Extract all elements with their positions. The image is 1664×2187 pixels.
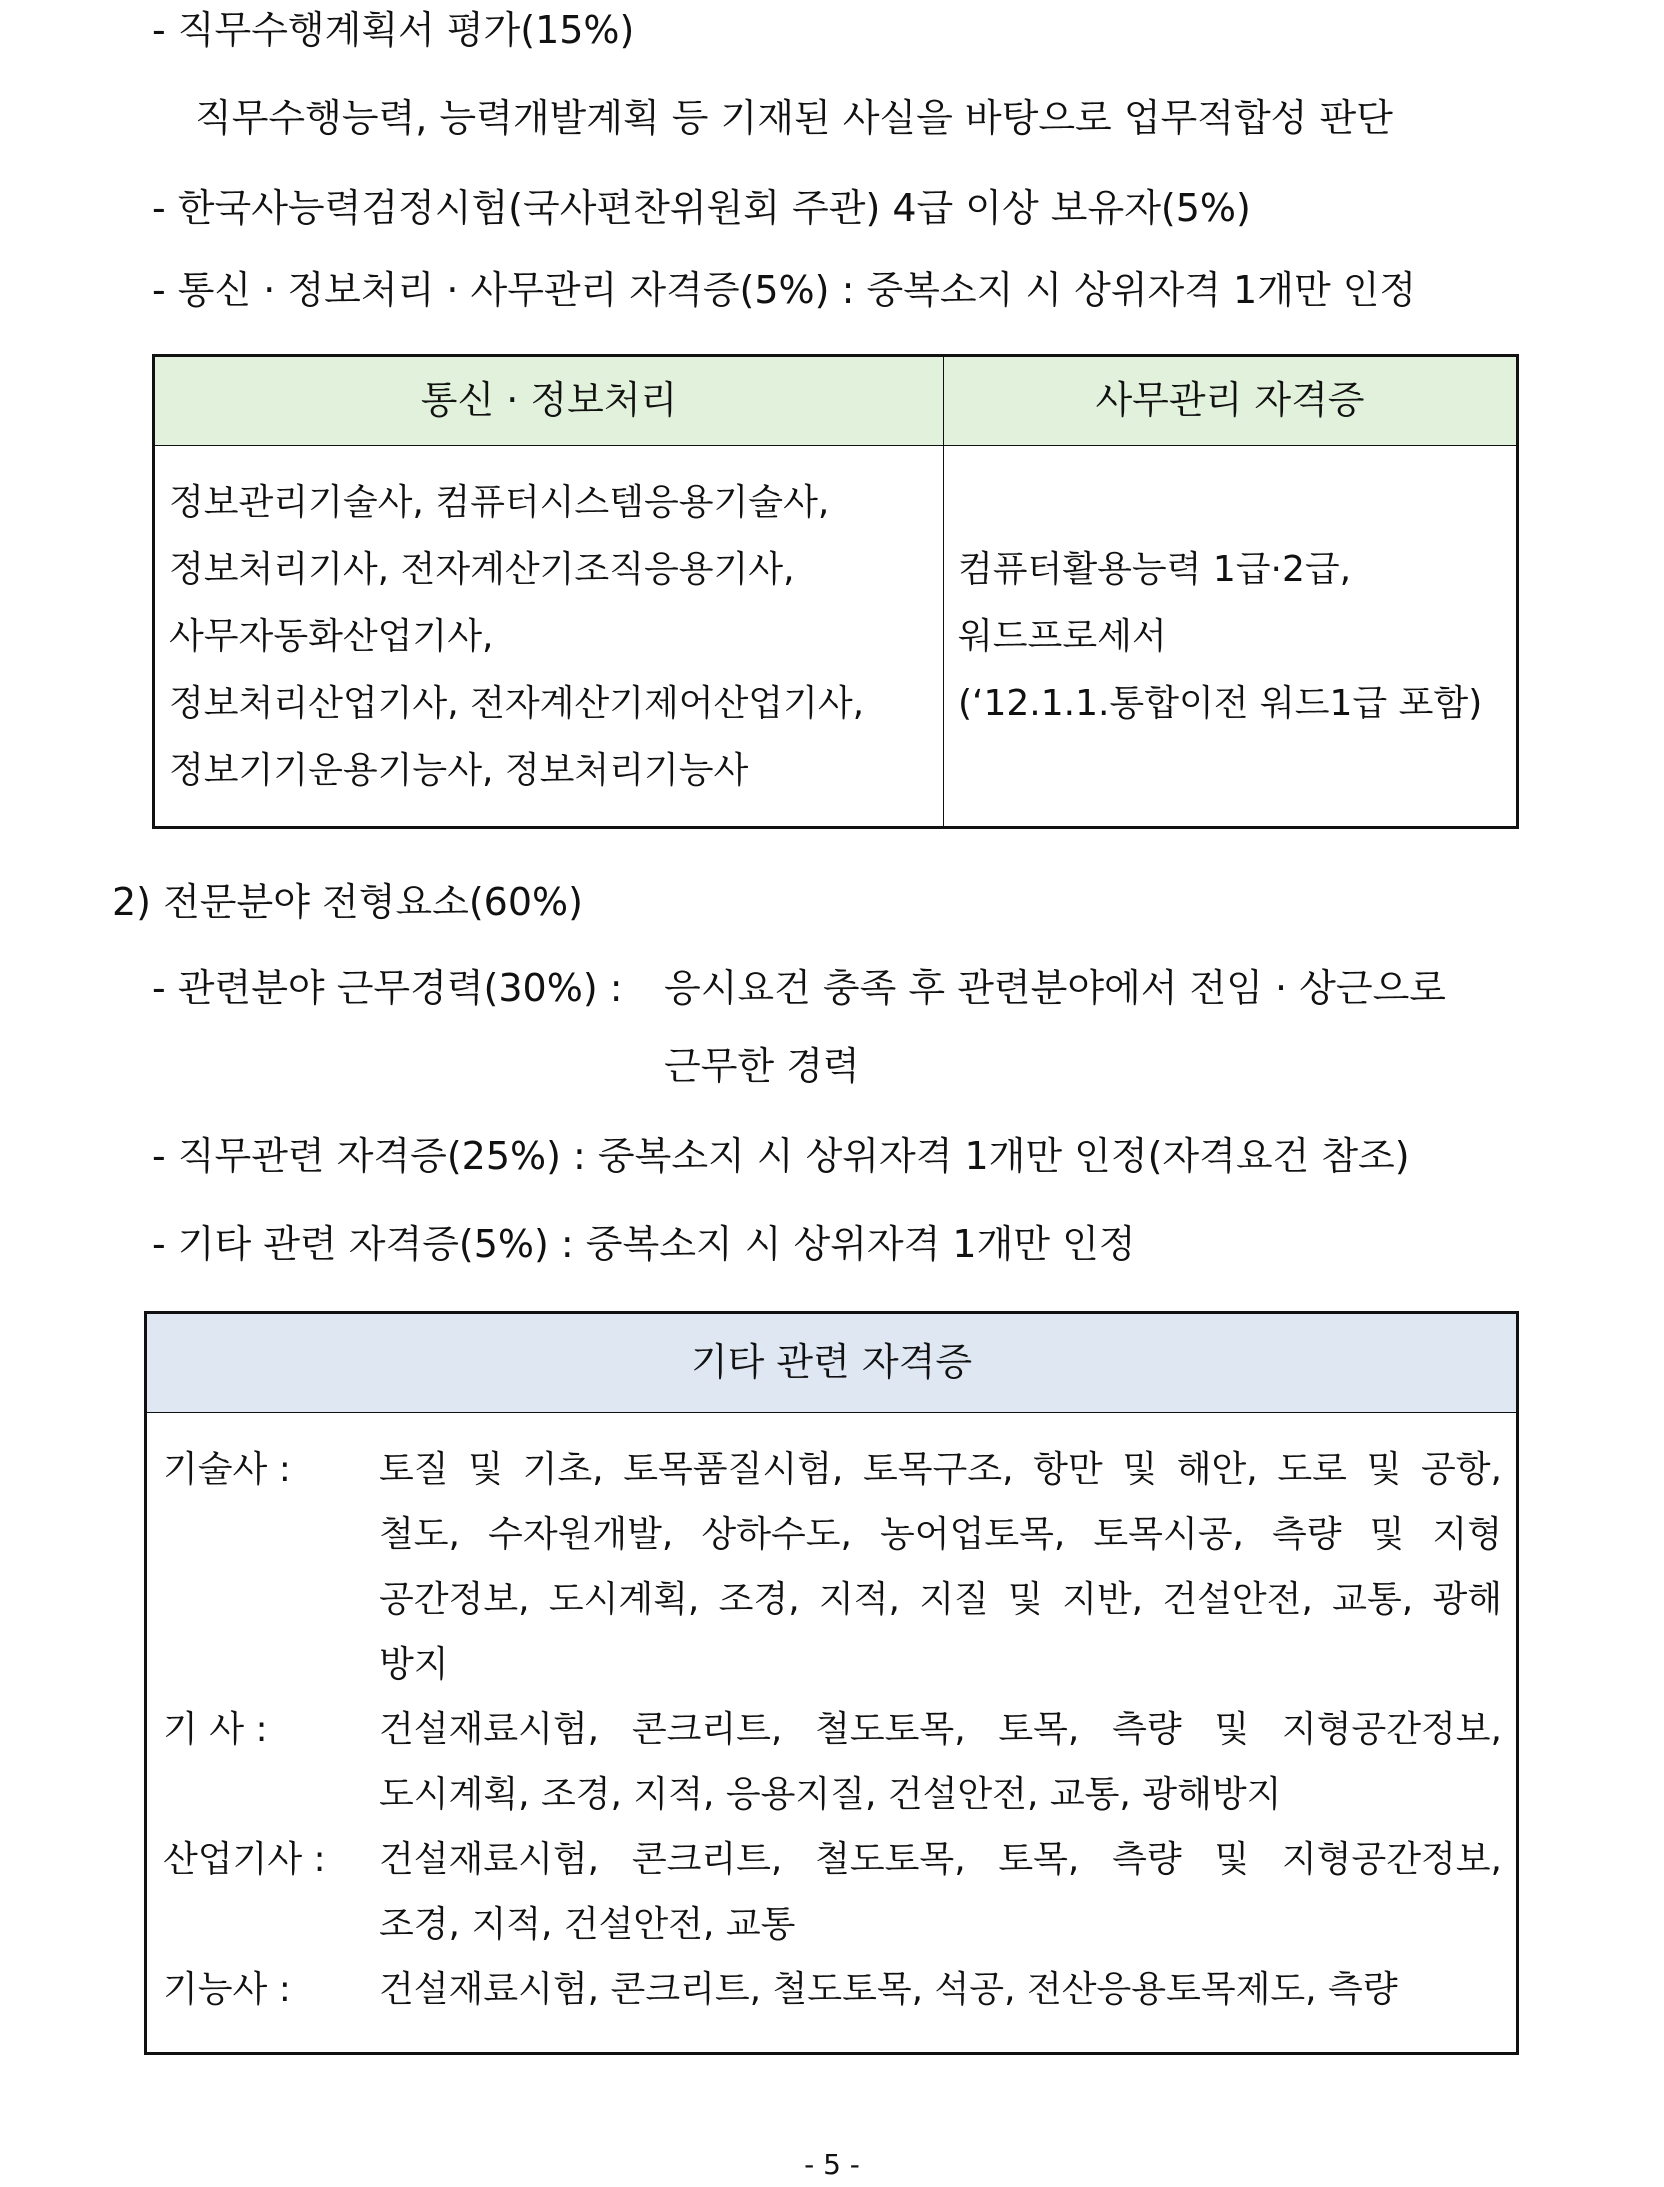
cert-row-label: 기능사 : bbox=[163, 1969, 291, 2010]
cert-row-line: 토질 및 기초, 토목품질시험, 토목구조, 항만 및 해안, 도로 및 공항, bbox=[379, 1449, 1502, 1490]
table1-left-line: 정보처리기사, 전자계산기조직응용기사, bbox=[169, 548, 795, 590]
table2-body bbox=[146, 1413, 1518, 2054]
cert-row-line: 방지 bbox=[379, 1644, 449, 1685]
table1-left-line: 정보관리기술사, 컴퓨터시스템응용기술사, bbox=[169, 481, 830, 523]
cert-row-label: 기술사 : bbox=[163, 1449, 291, 1490]
cert-row-label: 산업기사 : bbox=[163, 1839, 326, 1880]
cert-row-line: 공간정보, 도시계획, 조경, 지적, 지질 및 지반, 건설안전, 교통, 광해 bbox=[379, 1579, 1502, 1620]
other-cert-table bbox=[144, 1311, 1519, 2055]
table1-left-line: 정보기기운용기능사, 정보처리기능사 bbox=[169, 749, 749, 791]
item-job-plan-title: - 직무수행계획서 평가(15%) bbox=[152, 8, 635, 52]
item-korean-history: - 한국사능력검정시험(국사편찬위원회 주관) 4급 이상 보유자(5%) bbox=[152, 186, 1251, 230]
table2-header: 기타 관련 자격증 bbox=[146, 1313, 1518, 1413]
cert-row-industrial-engineer bbox=[163, 1827, 1502, 1957]
item-work-experience-text-1: 응시요건 충족 후 관련분야에서 전임 · 상근으로 bbox=[664, 966, 1447, 1010]
table1-left-line: 정보처리산업기사, 전자계산기제어산업기사, bbox=[169, 682, 865, 724]
item-other-certificates: - 기타 관련 자격증(5%) : 중복소지 시 상위자격 1개만 인정 bbox=[152, 1222, 1136, 1266]
item-work-experience-text-2: 근무한 경력 bbox=[664, 1044, 860, 1088]
table1-right-line: (‘12.1.1.통합이전 워드1급 포함) bbox=[958, 682, 1483, 724]
cert-row-line: 철도, 수자원개발, 상하수도, 농어업토목, 토목시공, 측량 및 지형 bbox=[379, 1514, 1502, 1555]
item-it-certificates: - 통신 · 정보처리 · 사무관리 자격증(5%) : 중복소지 시 상위자격 1개만 인정 bbox=[152, 268, 1417, 312]
table1-office-cert-list bbox=[944, 446, 1518, 828]
section2-heading: 2) 전문분야 전형요소(60%) bbox=[112, 880, 583, 924]
item-job-certificates: - 직무관련 자격증(25%) : 중복소지 시 상위자격 1개만 인정(자격요건 참조) bbox=[152, 1134, 1410, 1178]
cert-row-engineer-professional bbox=[163, 1437, 1502, 1697]
it-office-cert-table bbox=[152, 354, 1519, 829]
cert-row-line: 건설재료시험, 콘크리트, 철도토목, 토목, 측량 및 지형공간정보, bbox=[379, 1839, 1502, 1880]
table1-left-line: 사무자동화산업기사, bbox=[169, 615, 494, 657]
page-number: - 5 - bbox=[804, 2148, 860, 2181]
table1-it-cert-list bbox=[154, 446, 944, 828]
cert-row-line: 건설재료시험, 콘크리트, 철도토목, 석공, 전산응용토목제도, 측량 bbox=[379, 1969, 1398, 2010]
cert-row-engineer bbox=[163, 1697, 1502, 1827]
cert-row-craftsman bbox=[163, 1957, 1502, 2022]
item-work-experience-label: - 관련분야 근무경력(30%) : bbox=[152, 966, 623, 1010]
cert-row-line: 도시계획, 조경, 지적, 응용지질, 건설안전, 교통, 광해방지 bbox=[379, 1774, 1282, 1815]
cert-row-line: 건설재료시험, 콘크리트, 철도토목, 토목, 측량 및 지형공간정보, bbox=[379, 1709, 1502, 1750]
table1-right-line: 컴퓨터활용능력 1급·2급, bbox=[958, 548, 1352, 590]
cert-row-label: 기 사 : bbox=[163, 1709, 268, 1750]
cert-row-line: 조경, 지적, 건설안전, 교통 bbox=[379, 1904, 796, 1945]
table1-right-line: 워드프로세서 bbox=[958, 615, 1167, 657]
item-job-plan-desc: 직무수행능력, 능력개발계획 등 기재된 사실을 바탕으로 업무적합성 판단 bbox=[195, 96, 1393, 140]
table1-header-right: 사무관리 자격증 bbox=[944, 356, 1518, 446]
table1-header-left: 통신 · 정보처리 bbox=[154, 356, 944, 446]
